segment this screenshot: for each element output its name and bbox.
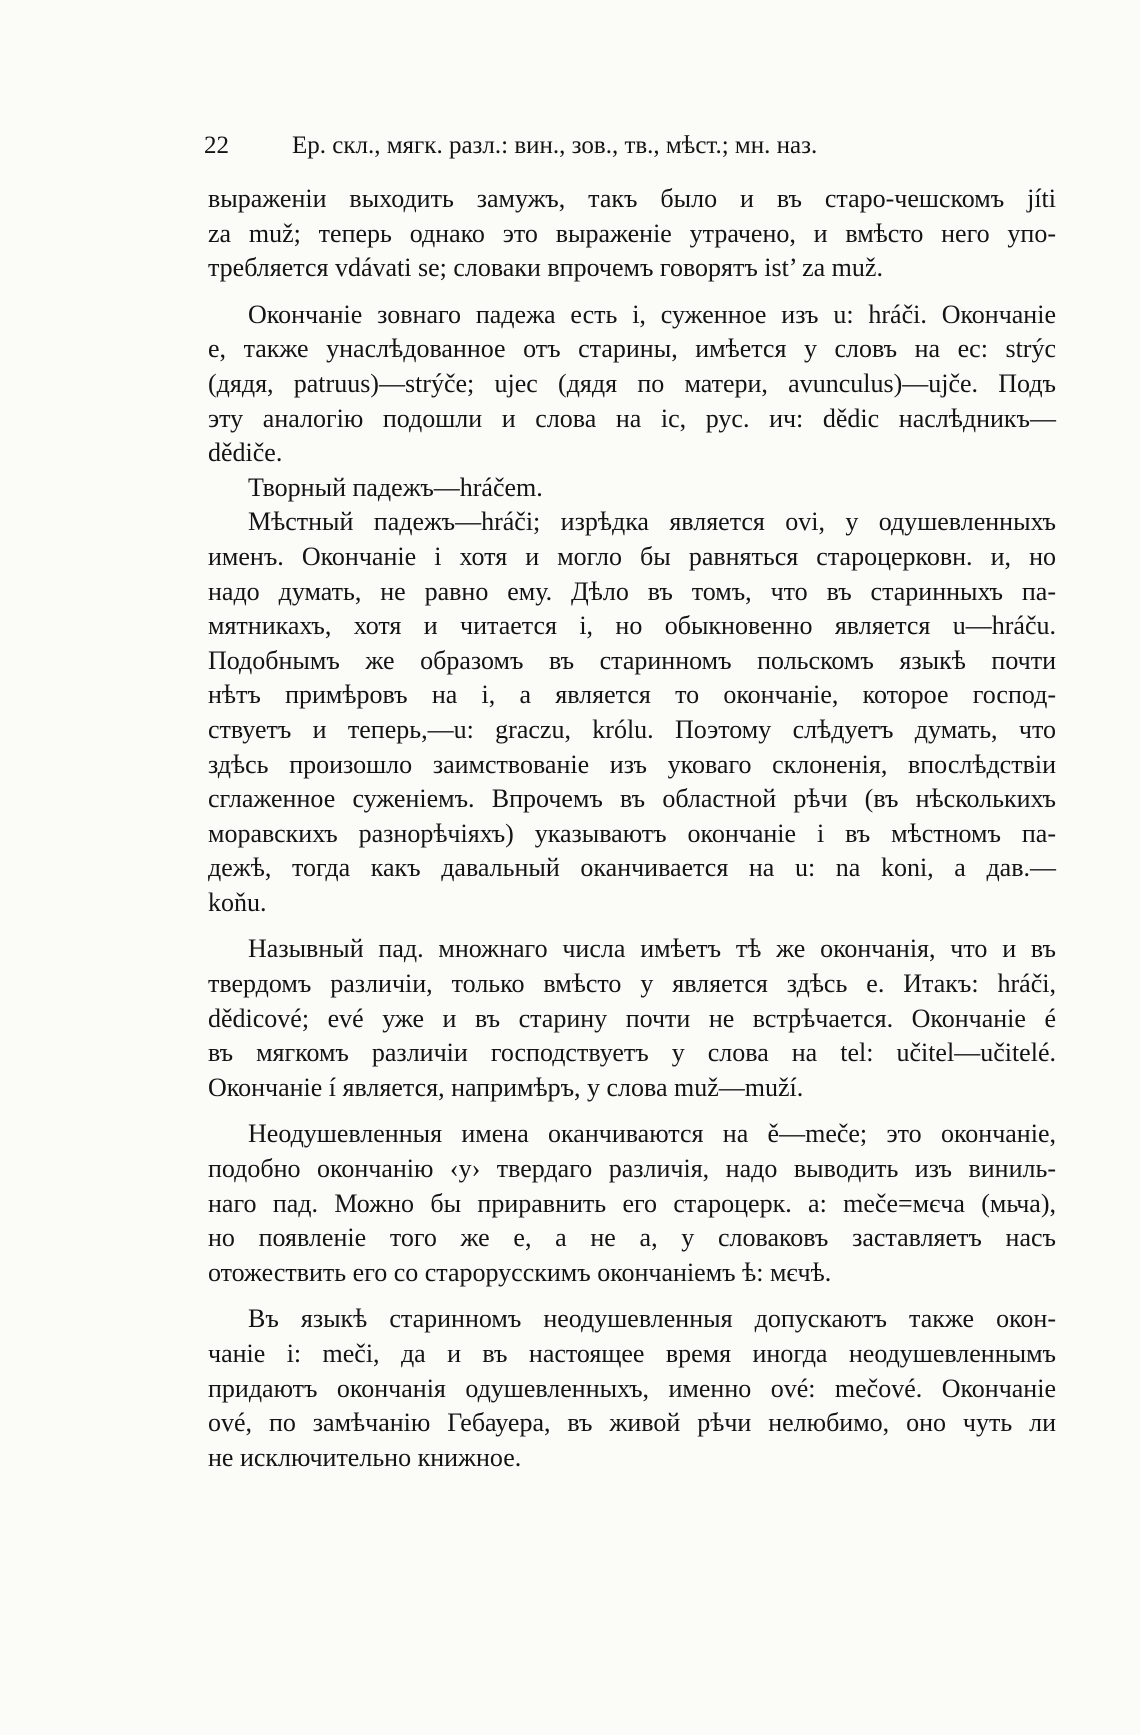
running-title: Ер. скл., мягк. разл.: вин., зов., тв., мѣст.; мн. наз. [292, 132, 818, 159]
paragraph [208, 1302, 1056, 1475]
text-line: Окончаніе зовнаго падежа есть i, суженное изъ u: hráči. Окончаніе [248, 299, 1056, 329]
text-line: dědicové; evé уже и въ старину почти не встрѣчается. Окончаніе é [208, 1003, 1056, 1033]
text-line: не исключительно книжное. [208, 1442, 522, 1472]
text-line: въ мягкомъ различіи господствуетъ у слова на tel: učitel—učitelé. [208, 1038, 1056, 1068]
text-line: отожествить его со старорусскимъ окончаніемъ ѣ: мєчѣ. [208, 1257, 832, 1287]
text-line: (дядя, patruus)—strýče; ujec (дядя по матери, avunculus)—ujče. Подъ [208, 368, 1056, 398]
text-line: твердомъ различіи, только вмѣсто y является здѣсь e. Итакъ: hráči, [208, 969, 1056, 999]
text-line: дежѣ, тогда какъ давальный оканчивается на u: na koni, а дав.— [208, 853, 1056, 883]
text-line: здѣсь произошло заимствованіе изъ уковаго склоненія, впослѣдствіи [208, 749, 1056, 779]
text-line: e, также унаслѣдованное отъ старины, имѣется у словъ на ec: strýc [208, 334, 1056, 364]
text-line: выраженіи выходить замужъ, такъ было и въ старо-чешскомъ jíti [208, 184, 1056, 213]
text-line: надо думать, не равно ему. Дѣло въ томъ, что въ старинныхъ па- [208, 576, 1056, 606]
paragraph [208, 298, 1056, 471]
text-line: ové, по замѣчанію Гебауера, въ живой рѣчи нелюбимо, оно чуть ли [208, 1408, 1056, 1438]
text-line: Окончаніе í является, напримѣръ, у слова muž—muží. [208, 1072, 804, 1102]
text-line: нѣтъ примѣровъ на i, а является то окончаніе, которое господ- [208, 680, 1056, 710]
text-line: но появленіе того же e, а не a, у словаковъ заставляетъ насъ [208, 1223, 1056, 1253]
text-line: придаютъ окончанія одушевленныхъ, именно ové: mečové. Окончаніе [208, 1373, 1056, 1403]
text-line: dědiče. [208, 438, 283, 468]
text-line: моравскихъ разнорѣчіяхъ) указываютъ окончаніе i въ мѣстномъ па- [208, 818, 1056, 848]
paragraph [208, 932, 1056, 1105]
text-line: подобно окончанію ‹y› твердаго различія, надо выводить изъ виниль- [208, 1154, 1056, 1184]
text-line: ствуетъ и теперь,—u: graczu, królu. Поэтому слѣдуетъ думать, что [208, 714, 1056, 744]
body-text [208, 182, 1056, 1475]
page-number: 22 [204, 132, 229, 159]
text-line: сглаженное суженіемъ. Впрочемъ въ областной рѣчи (въ нѣсколькихъ [208, 784, 1056, 814]
text-line: za muž; теперь однако это выраженіе утрачено, и вмѣсто него упо- [208, 218, 1056, 248]
paragraph [208, 471, 1056, 506]
text-line: Назывный пад. множнаго числа имѣетъ тѣ же окончанія, что и въ [248, 934, 1056, 964]
page-header [204, 130, 944, 162]
text-line: эту аналогію подошли и слова на ic, рус. ич: dědic наслѣдникъ— [208, 403, 1056, 433]
text-line: Мѣстный падежъ—hráči; изрѣдка является ovi, у одушевленныхъ [248, 507, 1056, 537]
paragraph [208, 182, 1056, 286]
text-line: Творный падежъ—hráčem. [248, 472, 543, 502]
text-line: koňu. [208, 887, 267, 917]
text-line: наго пад. Можно бы приравнить его староцерк. а: meče=мєча (мьча), [208, 1188, 1056, 1218]
text-line: именъ. Окончаніе i хотя и могло бы равняться староцерковн. и, но [208, 541, 1056, 571]
paragraph [208, 505, 1056, 920]
text-line: Неодушевленныя имена оканчиваются на ě—meče; это окончаніе, [248, 1119, 1056, 1149]
text-line: Подобнымъ же образомъ въ старинномъ польскомъ языкѣ почти [208, 645, 1056, 675]
paragraph [208, 1117, 1056, 1290]
text-line: Въ языкѣ старинномъ неодушевленныя допускаютъ также окон- [248, 1304, 1056, 1334]
text-line: мятникахъ, хотя и читается i, но обыкновенно является u—hráču. [208, 611, 1056, 641]
text-line: чаніе i: meči, да и въ настоящее время иногда неодушевленнымъ [208, 1339, 1056, 1368]
text-line: требляется vdávati se; словаки впрочемъ говорятъ ist’ za muž. [208, 253, 883, 283]
